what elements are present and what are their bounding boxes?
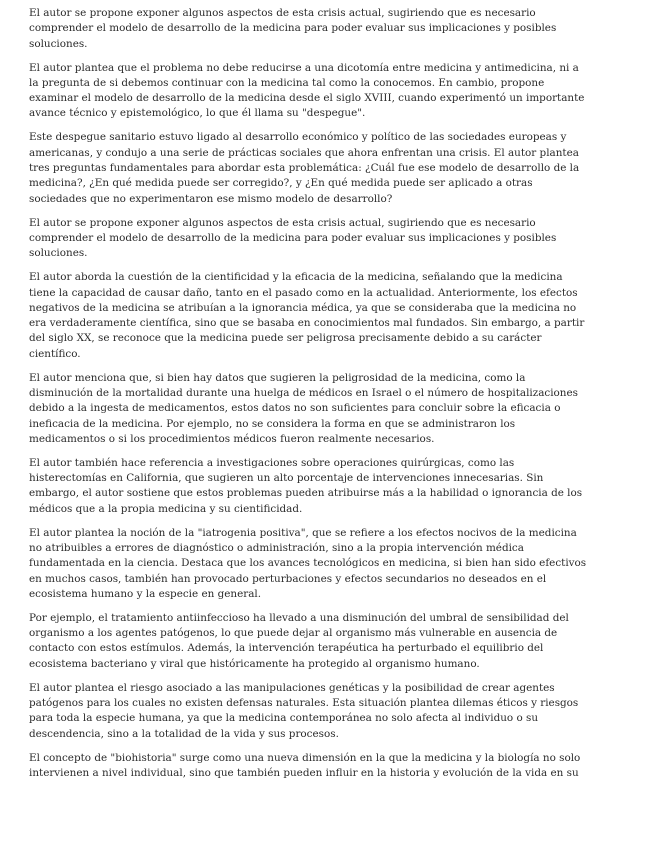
paragraph-10: El autor plantea el riesgo asociado a las manipulaciones genéticas y la posibilidad de crear agentes patógenos para los cuales no existen defensas naturales. Esta situación plantea dilemas éticos y riesgos para toda la especie humana, ya que la medicina contemporánea no solo afecta al individuo o su descendencia, sino a la totalidad de la vida y sus procesos.: [29, 681, 579, 740]
paragraph-1: El autor se propone exponer algunos aspectos de esta crisis actual, sugiriendo que es necesario comprender el modelo de desarrollo de la medicina para poder evaluar sus implicaciones y posibles soluciones.: [29, 7, 557, 50]
paragraph-5: El autor aborda la cuestión de la cientificidad y la eficacia de la medicina, señalando que la medicina tiene la capacidad de causar daño, tanto en el pasado como en la actualidad. Anteriormente, los efectos negativos de la medicina se atribuían a la ignorancia médica, ya que se consideraba que la medicina no era verdaderamente científica, sino que se basaba en conocimientos mal fundados. Sin embargo, a partir del siglo XX, se reconoce que la medicina puede ser peligrosa precisamente debido a su carácter científico.: [29, 271, 585, 360]
paragraph-3: Este despegue sanitario estuvo ligado al desarrollo económico y político de las sociedades europeas y americanas, y condujo a una serie de prácticas sociales que ahora enfrentan una crisis. El autor plantea tres preguntas fundamentales para abordar esta problemática: ¿Cuál fue ese modelo de desarrollo de la medicina?, ¿En qué medida puede ser corregido?, y ¿En qué medida puede ser aplicado a otras sociedades que no experimentaron ese mismo modelo de desarrollo?: [29, 131, 580, 205]
document-page: [29, 6, 589, 790]
paragraph-2: El autor plantea que el problema no debe reducirse a una dicotomía entre medicina y antimedicina, ni a la pregunta de si debemos continuar con la medicina tal como la conocemos. En cambio, propone examinar el modelo de desarrollo de la medicina desde el siglo XVIII, cuando experimentó un importante avance técnico y epistemológico, lo que él llama su "despegue".: [29, 61, 585, 120]
paragraph-9: Por ejemplo, el tratamiento antiinfeccioso ha llevado a una disminución del umbral de sensibilidad del organismo a los agentes patógenos, lo que puede dejar al organismo más vulnerable en ausencia de contacto con estos estímulos. Además, la intervención terapéutica ha perturbado el equilibrio del ecosistema bacteriano y viral que históricamente ha protegido al organismo humano.: [29, 611, 569, 670]
paragraph-6: El autor menciona que, si bien hay datos que sugieren la peligrosidad de la medicina, como la disminución de la mortalidad durante una huelga de médicos en Israel o el número de hospitalizaciones debido a la ingesta de medicamentos, estos datos no son suficientes para concluir sobre la eficacia o ineficacia de la medicina. Por ejemplo, no se considera la forma en que se administraron los medicamentos o si los procedimientos médicos fueron realmente necesarios.: [29, 371, 578, 445]
paragraph-8: El autor plantea la noción de la "iatrogenia positiva", que se refiere a los efectos nocivos de la medicina no atribuibles a errores de diagnóstico o administración, sino a la propia intervención médica fundamentada en la ciencia. Destaca que los avances tecnológicos en medicina, si bien han sido efectivos en muchos casos, también han provocado perturbaciones y efectos secundarios no deseados en el ecosistema humano y la especie en general.: [29, 526, 587, 600]
paragraph-7: El autor también hace referencia a investigaciones sobre operaciones quirúrgicas, como las histerectomías en California, que sugieren un alto porcentaje de intervenciones innecesarias. Sin embargo, el autor sostiene que estos problemas pueden atribuirse más a la habilidad o ignorancia de los médicos que a la propia medicina y su cientificidad.: [29, 456, 583, 515]
paragraph-4: El autor se propone exponer algunos aspectos de esta crisis actual, sugiriendo que es necesario comprender el modelo de desarrollo de la medicina para poder evaluar sus implicaciones y posibles soluciones.: [29, 216, 557, 260]
paragraph-11: El concepto de "biohistoria" surge como una nueva dimensión en la que la medicina y la biología no solo intervienen a nivel individual, sino que también pueden influir en la historia y evolución de la vida en su: [29, 751, 581, 779]
